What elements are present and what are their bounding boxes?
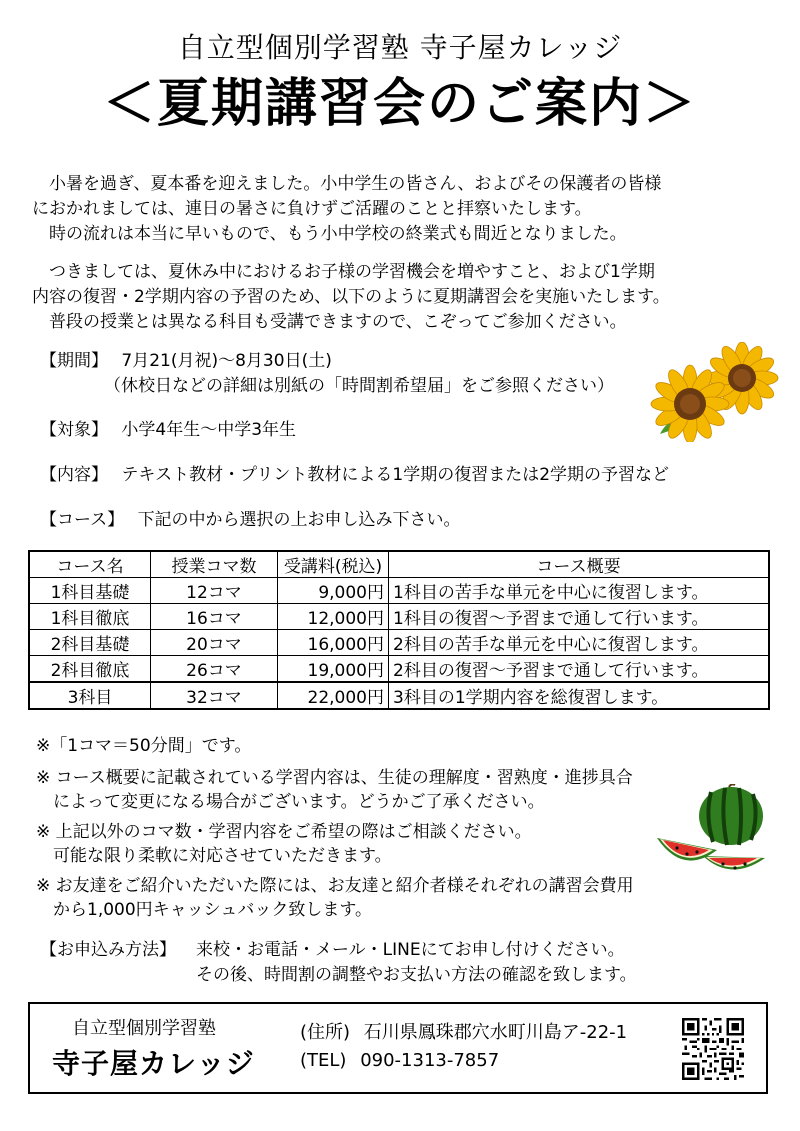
note-item: ※ 上記以外のコマ数・学習内容をご希望の際はご相談ください。 可能な限り柔軟に対応させていただきます。 xyxy=(36,822,532,866)
qr-code-icon[interactable] xyxy=(682,1018,744,1080)
course-name-cell: 3科目 xyxy=(29,682,151,709)
course-row xyxy=(40,508,461,533)
fee-cell: 22,000円 xyxy=(278,682,389,709)
table-header-row xyxy=(29,551,769,578)
address-value: 石川県鳳珠郡穴水町川島ア-22-1 xyxy=(363,1022,628,1043)
header-overview: コース概要 xyxy=(389,551,770,578)
note-item: ※「1コマ＝50分間」です。 xyxy=(36,736,252,756)
content-value: テキスト教材・プリント教材による1学期の復習または2学期の予習など xyxy=(121,465,670,485)
table-row xyxy=(29,682,769,709)
overview-cell: 1科目の復習～予習まで通して行います。 xyxy=(389,604,770,630)
application-label: 【お申込み方法】 xyxy=(40,940,176,960)
course-table xyxy=(28,550,770,710)
header-lesson-count: 授業コマ数 xyxy=(151,551,278,578)
tel-label: (TEL) xyxy=(300,1050,347,1071)
footer-contact-box xyxy=(28,1002,768,1094)
tel-value: 090-1313-7857 xyxy=(360,1050,500,1071)
course-label: 【コース】 xyxy=(40,510,125,530)
lesson-count-cell: 20コマ xyxy=(151,630,278,656)
table-row xyxy=(29,604,769,630)
table-row xyxy=(29,630,769,656)
target-value: 小学4年生～中学3年生 xyxy=(121,420,297,440)
overview-cell: 3科目の1学期内容を総復習します。 xyxy=(389,682,770,709)
page-title: ＜夏期講習会のご案内＞ xyxy=(102,74,697,134)
lesson-count-cell: 16コマ xyxy=(151,604,278,630)
watermelon-illustration xyxy=(655,784,770,874)
school-subtitle: 自立型個別学習塾 寺子屋カレッジ xyxy=(177,31,623,64)
overview-cell: 2科目の苦手な単元を中心に復習します。 xyxy=(389,630,770,656)
footer-address-row xyxy=(300,1018,627,1044)
content-label: 【内容】 xyxy=(40,465,108,485)
header-fee: 受講料(税込) xyxy=(278,551,389,578)
footer-school-name: 寺子屋カレッジ xyxy=(52,1047,255,1080)
header-course-name: コース名 xyxy=(29,551,151,578)
table-row xyxy=(29,578,769,604)
footer-tel-row xyxy=(300,1050,499,1071)
course-name-cell: 1科目基礎 xyxy=(29,578,151,604)
application-line-2: その後、時間割の調整やお支払い方法の確認を致します。 xyxy=(196,965,637,985)
overview-cell: 2科目の復習～予習まで通して行います。 xyxy=(389,656,770,683)
period-value: 7月21(月祝)～8月30日(土) xyxy=(121,351,332,371)
application-line-1: 来校・お電話・メール・LINEにてお申し付けください。 xyxy=(196,940,625,960)
address-label: (住所) xyxy=(300,1022,351,1043)
course-value: 下記の中から選択の上お申し込み下さい。 xyxy=(137,510,461,530)
target-label: 【対象】 xyxy=(40,420,108,440)
period-note: （休校日などの詳細は別紙の「時間割希望届」をご参照ください） xyxy=(104,376,614,396)
overview-cell: 1科目の苦手な単元を中心に復習します。 xyxy=(389,578,770,604)
lesson-count-cell: 32コマ xyxy=(151,682,278,709)
fee-cell: 9,000円 xyxy=(278,578,389,604)
fee-cell: 19,000円 xyxy=(278,656,389,683)
sunflower-illustration xyxy=(650,342,780,442)
note-item: ※ コース概要に記載されている学習内容は、生徒の理解度・習熟度・進捗具合 によって変更になる場合がございます。どうかご了承ください。 xyxy=(36,768,633,812)
fee-cell: 16,000円 xyxy=(278,630,389,656)
period-row xyxy=(40,349,332,374)
course-name-cell: 2科目徹底 xyxy=(29,656,151,683)
note-item: ※ お友達をご紹介いただいた際には、お友達と紹介者様それぞれの講習会費用 から1,000円キャッシュバック致します。 xyxy=(36,876,634,920)
watermelon-icon xyxy=(657,784,765,869)
content-row xyxy=(40,463,669,488)
footer-school-type: 自立型個別学習塾 xyxy=(72,1018,216,1039)
course-name-cell: 1科目徹底 xyxy=(29,604,151,630)
intro-paragraph-1: 小暑を過ぎ、夏本番を迎えました。小中学生の皆さん、およびその保護者の皆様 におかれましては、連日の暑さに負けずご活躍のことと拝察いたします。 時の流れは本当に早いもので、もう小中学校の終業式も間近となりました。 xyxy=(32,174,662,244)
intro-paragraph-2: つきましては、夏休み中におけるお子様の学習機会を増やすこと、および1学期 内容の復習・2学期内容の予習のため、以下のように夏期講習会を実施いたします。 普段の授業とは異なる科目も受講できますので、こぞってご参加ください。 xyxy=(32,262,670,332)
period-label: 【期間】 xyxy=(40,351,108,371)
lesson-count-cell: 26コマ xyxy=(151,656,278,683)
fee-cell: 12,000円 xyxy=(278,604,389,630)
target-row xyxy=(40,418,296,443)
lesson-count-cell: 12コマ xyxy=(151,578,278,604)
course-name-cell: 2科目基礎 xyxy=(29,630,151,656)
table-row xyxy=(29,656,769,683)
